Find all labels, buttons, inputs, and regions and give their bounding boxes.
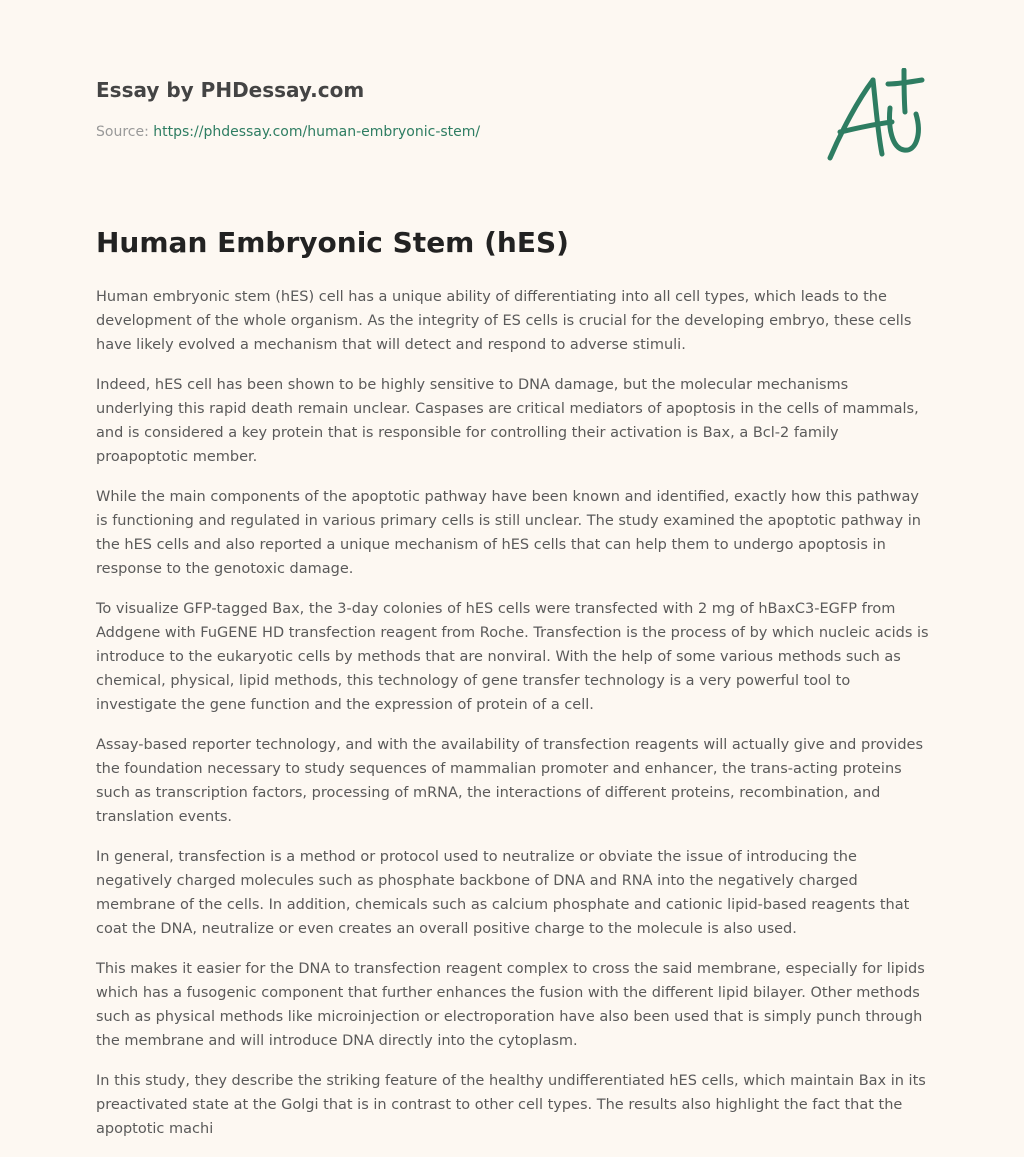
paragraph: To visualize GFP-tagged Bax, the 3-day colonies of hES cells were transfected with 2 mg of hBaxC3-EGFP from Addgene with FuGENE HD transfection reagent from Roche. Transfection is the process of by which nucleic acids is introduce to the eukaryotic cells by methods that are nonviral. With the help of some various methods such as chemical, physical, lipid methods, this technology of gene transfer technology is a very powerful tool to investigate the gene function and the expression of protein of a cell. [96, 601, 929, 713]
paragraph: This makes it easier for the DNA to transfection reagent complex to cross the said membrane, especially for lipids which has a fusogenic component that further enhances the fusion with the different lipid bilayer. Other methods such as physical methods like microinjection or electroporation have also been used that is simply punch through the membrane and will introduce DNA directly into the cytoplasm. [96, 961, 925, 1049]
site-brand: Essay by PHDessay.com [96, 78, 365, 102]
paragraph: Assay-based reporter technology, and with the availability of transfection reagents will actually give and provides the foundation necessary to study sequences of mammalian promoter and enhancer, the trans-acting proteins such as transcription factors, processing of mRNA, the interactions of different proteins, recombination, and translation events. [96, 737, 924, 825]
paragraph: Indeed, hES cell has been shown to be highly sensitive to DNA damage, but the molecular mechanisms underlying this rapid death remain unclear. Caspases are critical mediators of apoptosis in the cells of mammals, and is considered a key protein that is responsible for controlling their activation is Bax, a Bcl-2 family proapoptotic member. [96, 377, 919, 465]
source-line [96, 124, 480, 140]
paragraph: Human embryonic stem (hES) cell has a unique ability of differentiating into all cell types, which leads to the development of the whole organism. As the integrity of ES cells is crucial for the developing embryo, these cells have likely evolved a mechanism that will detect and respond to adverse stimuli. [96, 289, 912, 353]
source-label: Source: [96, 124, 149, 140]
paragraph: In general, transfection is a method or protocol used to neutralize or obviate the issue of introducing the negatively charged molecules such as phosphate backbone of DNA and RNA into the negatively charged membrane of the cells. In addition, chemicals such as calcium phosphate and cationic lipid-based reagents that coat the DNA, neutralize or even creates an overall positive charge to the molecule is also used. [96, 849, 910, 937]
paragraph: In this study, they describe the striking feature of the healthy undifferentiated hES cells, which maintain Bax in its preactivated state at the Golgi that is in contrast to other cell types. The results also highlight the fact that the apoptotic machi [96, 1073, 926, 1137]
a-plus-logo-icon [818, 68, 930, 168]
source-link[interactable]: https://phdessay.com/human-embryonic-stem/ [153, 124, 481, 140]
essay-body [96, 285, 930, 1157]
essay-title: Human Embryonic Stem (hES) [96, 226, 569, 259]
paragraph: While the main components of the apoptotic pathway have been known and identified, exactly how this pathway is functioning and regulated in various primary cells is still unclear. The study examined the apoptotic pathway in the hES cells and also reported a unique mechanism of hES cells that can help them to undergo apoptosis in response to the genotoxic damage. [96, 489, 921, 577]
